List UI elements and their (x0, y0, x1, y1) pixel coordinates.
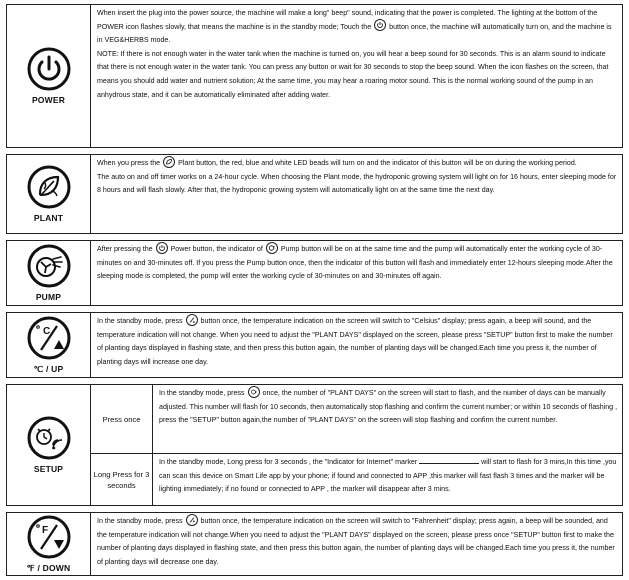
setup-once-a: In the standby mode, press (159, 389, 245, 397)
fdown-p-b: button once, the temperature indication on the screen will switch to "Fahrenheit" display; press again, a beep will be sounded, and the temperature indication will not change.When you need to adjust the "PLANT DAYS" displayed on the screen, please press once "SETUP" button first to make the number of planting days displayed in flashing state, and then press this button again, the number of planting days will be changed.Each time you press it, the number of planting days will decrease one day. (97, 517, 615, 566)
plant-text (91, 155, 622, 233)
power-label: POWER (31, 95, 66, 105)
cup-p-a: In the standby mode, press (97, 317, 183, 325)
fahrenheit-down-icon (27, 515, 71, 559)
setup-long-press-row (91, 454, 622, 505)
long-press-label: Long Press for 3 seconds (91, 454, 153, 505)
svg-text:F: F (41, 524, 48, 536)
plant-label: PLANT (33, 213, 64, 223)
plant-p1-b: Plant button, the red, blue and white LED beads will turn on and the indicator of this button will be on during the working period. (178, 159, 577, 167)
power-icon (27, 47, 71, 91)
fahrenheit-down-paragraph (97, 515, 618, 569)
pump-p-c: Pump button will be on at the same time and the pump will automatically enter the working cycle of 30-minutes on and 30-minutes off. If you press the Pump button once, then the indicator of this button will flash and immediately enter 12-hours sleeping mode.After the sleeping mode is completed, the pump will enter the working cycle of 30-minutes on and 30-minutes off again. (97, 245, 613, 281)
plant-p1-a: When you press the (97, 159, 161, 167)
row-celsius-up (6, 312, 623, 378)
celsius-up-label: ℃ / UP (33, 363, 64, 374)
celsius-up-icon (27, 316, 71, 360)
press-once-paragraph (159, 387, 618, 428)
setup-long-a: In the standby mode, Long press for 3 seconds , the "Indicator for Internet" marker (159, 458, 418, 466)
long-press-text (153, 454, 622, 505)
power-inline-icon (374, 19, 386, 31)
power-p1-b: button once, the machine will automatically turn on, and the machine is in VEG&HERBS mode. (97, 22, 612, 45)
pump-p-b: Power button, the indicator of (170, 245, 263, 253)
plant-inline-icon (163, 156, 175, 168)
press-once-label: Press once (91, 385, 153, 453)
row-power (6, 4, 623, 148)
plant-paragraph-1 (97, 157, 618, 171)
plant-paragraph-2: The auto on and off timer works on a 24-hour cycle. When choosing the Plant mode, the hydroponic growing system will light on for 16 hours, enter sleeping mode for 8 hours and will flash slowly. After that, the hydroponic growing system will automatically light on at the same time the next day. (97, 172, 617, 195)
setup-icon-cell (7, 385, 91, 505)
plant-icon (27, 165, 71, 209)
setup-press-once-row (91, 385, 622, 454)
cup-inline-icon (186, 314, 198, 326)
pump-text (91, 241, 622, 305)
fahrenheit-down-icon-cell (7, 513, 91, 575)
power-text (91, 5, 622, 147)
celsius-up-icon-cell (7, 313, 91, 377)
svg-text:C: C (42, 325, 50, 337)
setup-subgrid (91, 385, 622, 505)
row-pump (6, 240, 623, 306)
plant-icon-cell (7, 155, 91, 233)
setup-once-b: once, the number of "PLANT DAYS" on the screen will start to flash, and the number of days can be manually adjusted. This number will flash for 10 seconds, then automatically stop flashing and confirm the current number; or within 10 seconds of flashing , press the "SETUP" button again,the number of "PLANT DAYS" on the screen will stop flashing and confirm the current number. (159, 389, 618, 425)
row-setup (6, 384, 623, 506)
fdown-p-a: In the standby mode, press (97, 517, 183, 525)
pump-label: PUMP (35, 292, 62, 302)
setup-long-b: will start to flash for 3 mins,In this time ,you can scan this device on Smart Life app by your phone; if found and connected to APP ,this marker will fast flash 3 times and the marker will be lighting immediately; if no found or connected to APP , the marker will disappear after 3 mins. (159, 458, 617, 494)
celsius-up-text (91, 313, 622, 377)
press-once-text (153, 385, 622, 453)
setup-icon (27, 416, 71, 460)
pump-inline-pump-icon (266, 242, 278, 254)
fahrenheit-down-text (91, 513, 622, 575)
fahrenheit-down-label: ℉ / DOWN (26, 562, 71, 573)
power-p1-a: When insert the plug into the power source, the machine will make a long" beep" sound, indicating that the power is completed. The lighting at the bottom of the POWER icon flashes slowly, that means the machine is in the standby mode; Touch the (97, 9, 598, 31)
pump-paragraph (97, 243, 618, 284)
power-note: NOTE: If there is not enough water in the water tank when the machine is turned on, you will hear a beep sound for 30 seconds. This is an alarm sound to indicate that there is not enough water in the water tank. You can press any button or wait for 30 seconds to stop the beep sound. When the icon flashes on the screen, that means you should add water and nutrient solution; At the same time, you may hear a roaring motor sound. This is the normal working sound of the pump in an anhydrous state, and it can be automatically eliminated after adding water. (97, 49, 609, 99)
row-plant (6, 154, 623, 234)
setup-label: SETUP (33, 464, 64, 474)
setup-inline-icon (248, 386, 260, 398)
row-fahrenheit-down (6, 512, 623, 576)
fdown-inline-icon (186, 514, 198, 526)
cup-p-b: button once, the temperature indication on the screen will switch to "Celsius" display; press again, a beep will sound, and the temperature indication will not change. When you need to adjust the "PLANT DAYS" displayed on the screen, please press "SETUP" button first to make the number of planting days displayed in flashing state, and then press this button again, the number of planting days will be changed.Each time you press it, the number of planting days will increase one day. (97, 317, 613, 366)
pump-inline-power-icon (156, 242, 168, 254)
long-press-paragraph (159, 456, 618, 497)
celsius-up-paragraph (97, 315, 618, 369)
pump-icon (27, 244, 71, 288)
power-icon-cell (7, 5, 91, 147)
internet-marker-blank (419, 457, 479, 464)
power-paragraph-1 (97, 7, 618, 48)
pump-p-a: After pressing the (97, 245, 153, 253)
pump-icon-cell (7, 241, 91, 305)
